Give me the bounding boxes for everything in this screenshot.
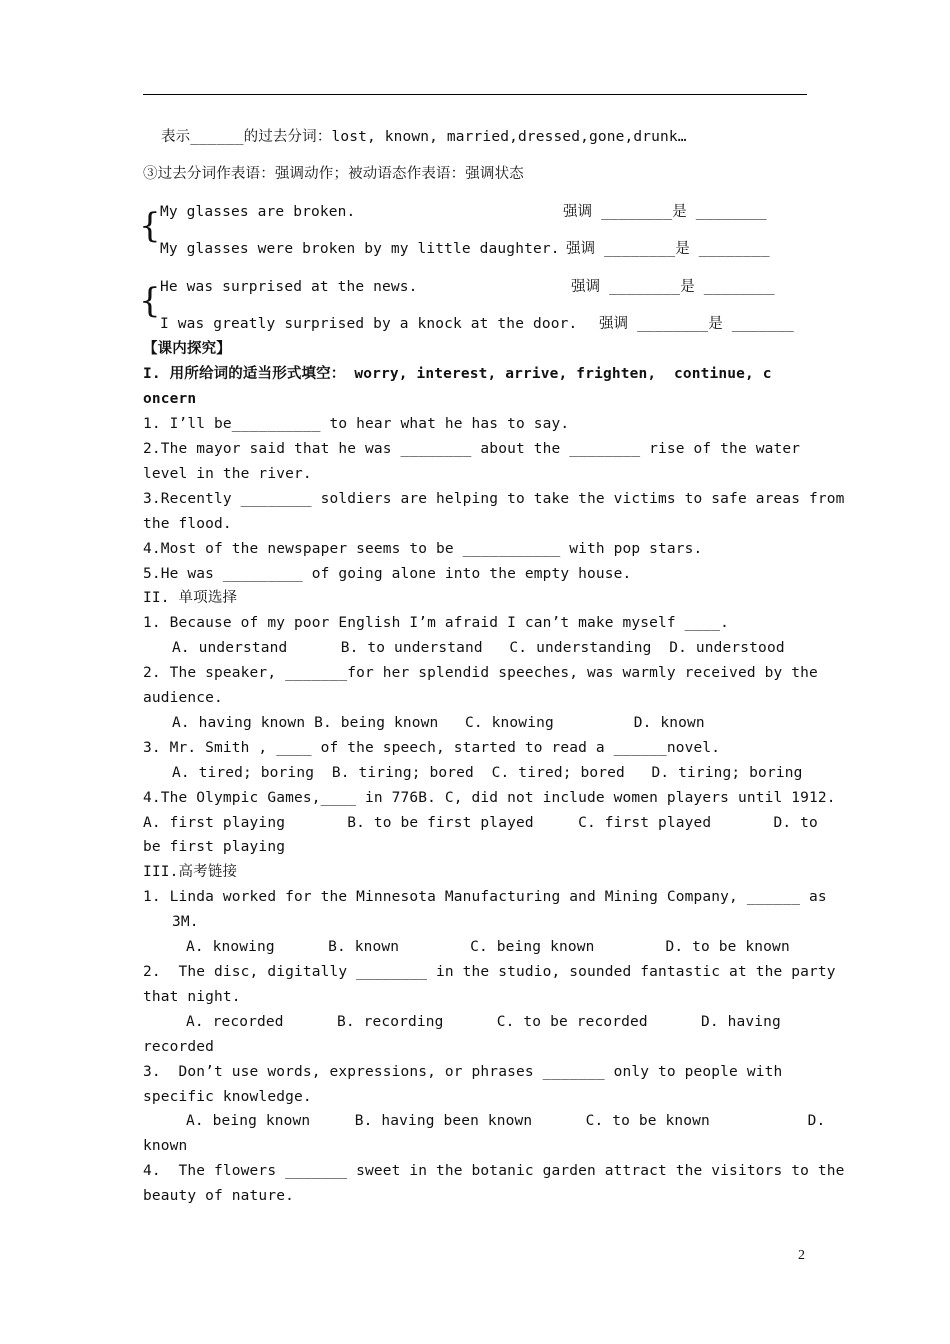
- text-line: A. first playing B. to be first played C. first played D. to: [143, 815, 818, 831]
- text-line: recorded: [143, 1039, 215, 1055]
- text-line: III.高考链接: [143, 864, 238, 880]
- text-line: specific knowledge.: [143, 1089, 312, 1105]
- text-line: A. recorded B. recording C. to be recorded D. having: [186, 1014, 781, 1030]
- text-line: I was greatly surprised by a knock at the door.: [160, 316, 578, 332]
- text-line: 【课内探究】: [143, 341, 231, 357]
- text-line: My glasses are broken.: [160, 204, 356, 220]
- text-line: A. having known B. being known C. knowing D. known: [172, 715, 705, 731]
- text-line: 表示______的过去分词：lost, known, married,dressed,gone,drunk…: [161, 129, 687, 145]
- text-line: ③过去分词作表语：强调动作；被动语态作表语：强调状态: [143, 166, 524, 182]
- text-line: beauty of nature.: [143, 1188, 294, 1204]
- text-line: 1. Because of my poor English I’m afraid I can’t make myself ____.: [143, 615, 730, 631]
- text-line: 3. Mr. Smith , ____ of the speech, started to read a ______novel.: [143, 740, 721, 756]
- text-line: be first playing: [143, 839, 286, 855]
- header-rule: [143, 94, 807, 95]
- text-line: audience.: [143, 690, 223, 706]
- text-line: 3. Don’t use words, expressions, or phrases _______ only to people with: [143, 1064, 783, 1080]
- text-line: that night.: [143, 989, 241, 1005]
- text-line: 3M.: [172, 914, 199, 930]
- text-line: 强调 ________是 _______: [599, 316, 794, 332]
- text-line: the flood.: [143, 516, 232, 532]
- text-line: 强调 ________是 ________: [566, 241, 770, 257]
- brace-group-2: {: [139, 281, 161, 321]
- brace-group-1: {: [139, 206, 161, 246]
- text-line: A. knowing B. known C. being known D. to be known: [186, 939, 790, 955]
- text-line: known: [143, 1138, 188, 1154]
- text-line: 2. The disc, digitally ________ in the studio, sounded fantastic at the party: [143, 964, 836, 980]
- text-line: 1. I’ll be__________ to hear what he has to say.: [143, 416, 570, 432]
- text-line: I. 用所给词的适当形式填空： worry, interest, arrive, frighten, continue, c: [143, 366, 772, 382]
- text-line: A. understand B. to understand C. understanding D. understood: [172, 640, 785, 656]
- text-line: oncern: [143, 391, 197, 407]
- page-number: 2: [798, 1248, 805, 1263]
- text-line: 强调 ________是 ________: [563, 204, 767, 220]
- text-line: 1. Linda worked for the Minnesota Manufacturing and Mining Company, ______ as: [143, 889, 827, 905]
- text-line: 强调 ________是 ________: [571, 279, 775, 295]
- text-line: 4.The Olympic Games,____ in 776B. C, did not include women players until 1912.: [143, 790, 836, 806]
- text-line: 4.Most of the newspaper seems to be ___________ with pop stars.: [143, 541, 703, 557]
- text-line: 5.He was _________ of going alone into the empty house.: [143, 566, 632, 582]
- text-line: 4. The flowers _______ sweet in the botanic garden attract the visitors to the: [143, 1163, 845, 1179]
- text-line: A. tired; boring B. tiring; bored C. tired; bored D. tiring; boring: [172, 765, 803, 781]
- text-line: II. 单项选择: [143, 590, 238, 606]
- text-line: 2. The speaker, _______for her splendid speeches, was warmly received by the: [143, 665, 818, 681]
- text-line: My glasses were broken by my little daughter.: [160, 241, 560, 257]
- text-line: He was surprised at the news.: [160, 279, 418, 295]
- text-line: 3.Recently ________ soldiers are helping to take the victims to safe areas from: [143, 491, 845, 507]
- text-line: 2.The mayor said that he was ________ about the ________ rise of the water: [143, 441, 801, 457]
- text-line: A. being known B. having been known C. to be known D.: [186, 1113, 826, 1129]
- text-line: level in the river.: [143, 466, 312, 482]
